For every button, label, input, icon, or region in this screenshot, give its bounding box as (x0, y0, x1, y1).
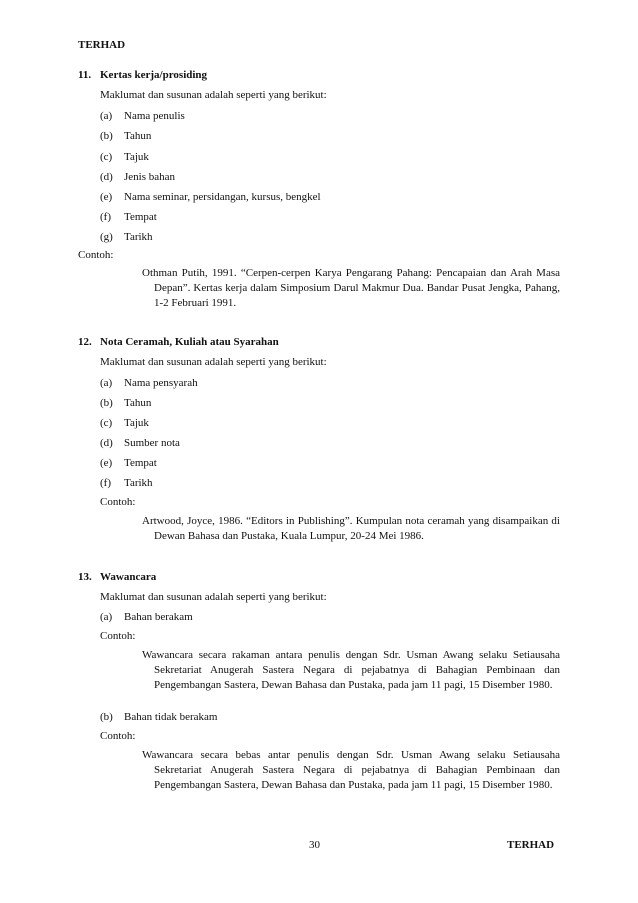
list-item: (f) Tarikh (100, 477, 153, 489)
example-label: Contoh: (100, 630, 136, 642)
header-label: TERHAD (78, 39, 126, 51)
list-item: (d) Sumber nota (100, 437, 180, 449)
list-item: (d) Jenis bahan (100, 171, 176, 183)
section-number: 13. (78, 571, 92, 583)
section-number: 11. (78, 69, 92, 81)
list-item: (f) Tempat (100, 211, 157, 223)
section-12-heading (78, 335, 279, 349)
section-title: Kertas kerja/prosiding (100, 69, 208, 81)
section-13-intro: Maklumat dan susunan adalah seperti yang berikut: (100, 591, 327, 603)
example-citation: Othman Putih, 1991. “Cerpen-cerpen Karya Pengarang Pahang: Pencapaian dan Arah Masa Depan”. Kertas kerja dalam Simposium Darul Makmur Dua. Bandar Pusat Jengka, Pahang, 1-2 Februari 1991. (142, 267, 560, 309)
list-item: (a) Nama pensyarah (100, 377, 198, 389)
section-13-heading (78, 570, 156, 584)
list-item: (b) Bahan tidak berakam (100, 711, 218, 723)
example-citation: Artwood, Joyce, 1986. “Editors in Publishing”. Kumpulan nota ceramah yang disampaikan di Dewan Bahasa dan Pustaka, Kuala Lumpur, 20-24 Mei 1986. (142, 515, 560, 542)
example-citation: Wawancara secara bebas antar penulis dengan Sdr. Usman Awang selaku Setiausaha Sekretariat Anugerah Sastera Negara di pejabatnya di Bahagian Pembinaan dan Pengembangan Sastera, Dewan Bahasa dan Pustaka, pada jam 11 pagi, 15 Disember 1980. (142, 749, 560, 791)
section-11-intro: Maklumat dan susunan adalah seperti yang berikut: (100, 89, 327, 101)
list-item: (c) Tajuk (100, 417, 149, 429)
list-item: (a) Nama penulis (100, 110, 185, 122)
section-12-intro: Maklumat dan susunan adalah seperti yang berikut: (100, 356, 327, 368)
example-citation: Wawancara secara rakaman antara penulis dengan Sdr. Usman Awang selaku Setiausaha Sekretariat Anugerah Sastera Negara di pejabatnya di Bahagian Pembinaan dan Pengembangan Sastera, Dewan Bahasa dan Pustaka, pada jam 11 pagi, 15 Disember 1980. (142, 649, 560, 691)
section-title: Wawancara (100, 571, 157, 583)
page-number: 30 (309, 839, 320, 851)
list-item: (b) Tahun (100, 130, 152, 142)
list-item: (c) Tajuk (100, 151, 149, 163)
example-label: Contoh: (78, 249, 114, 261)
section-number: 12. (78, 336, 92, 348)
section-11-heading (78, 68, 207, 82)
list-item: (a) Bahan berakam (100, 611, 193, 623)
list-item: (b) Tahun (100, 397, 152, 409)
section-title: Nota Ceramah, Kuliah atau Syarahan (100, 336, 279, 348)
list-item: (e) Nama seminar, persidangan, kursus, bengkel (100, 191, 321, 203)
example-label: Contoh: (100, 730, 136, 742)
footer-label: TERHAD (507, 839, 555, 851)
list-item: (e) Tempat (100, 457, 157, 469)
example-label: Contoh: (100, 496, 136, 508)
list-item: (g) Tarikh (100, 231, 153, 243)
